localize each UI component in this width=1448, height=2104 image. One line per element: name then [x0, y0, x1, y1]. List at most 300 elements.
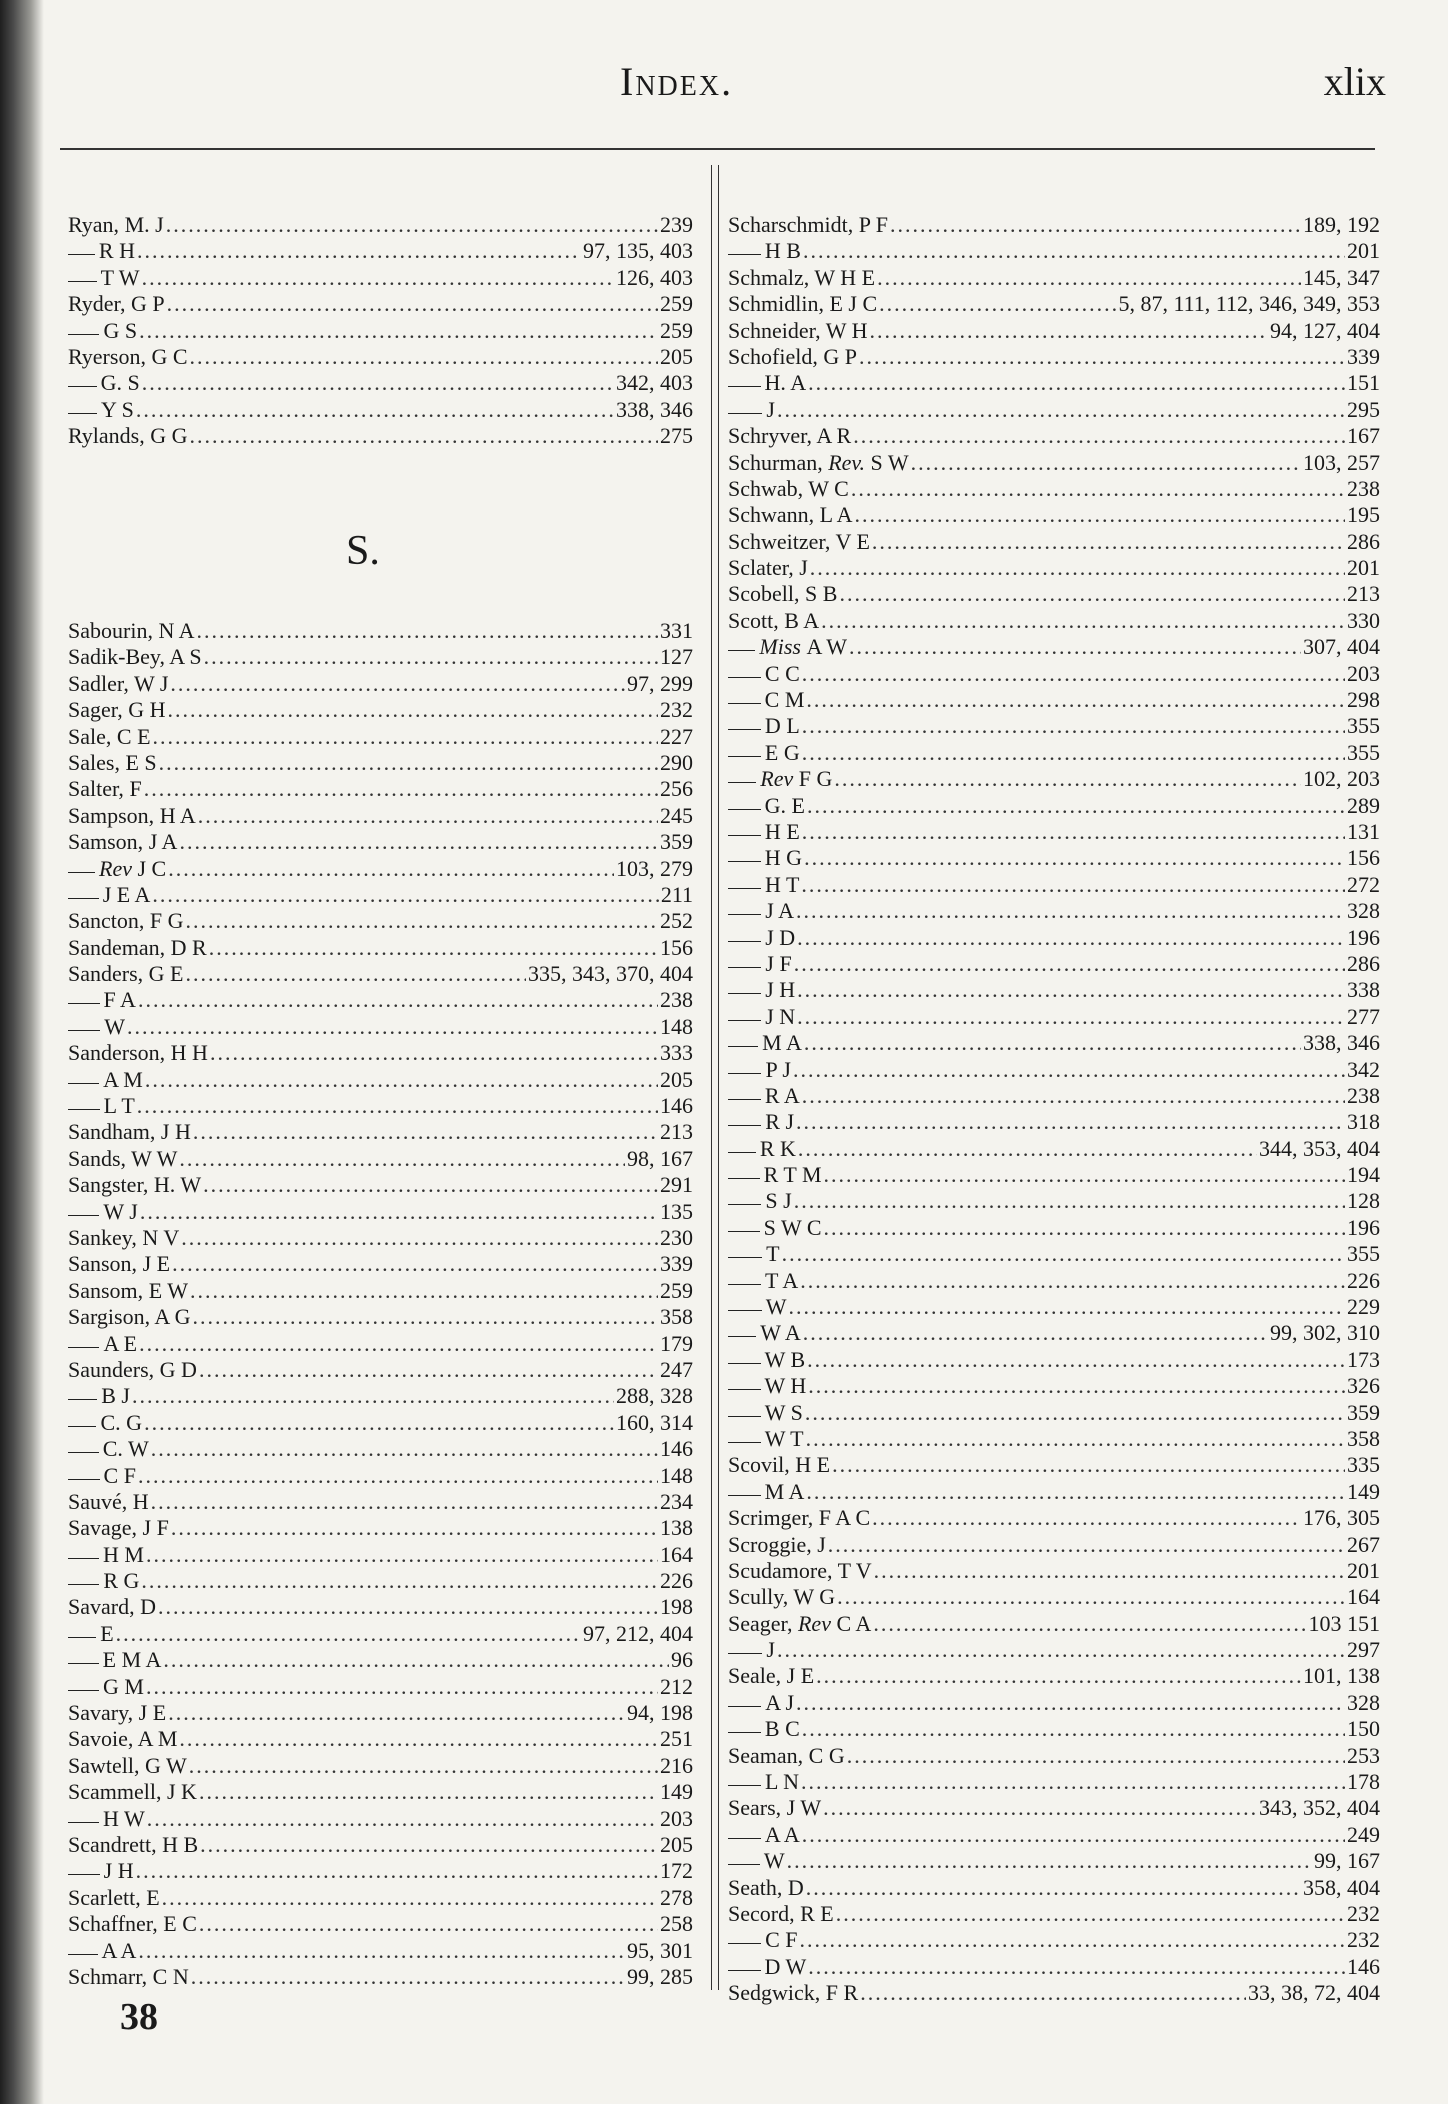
- entry-pages: 344, 353, 404: [1259, 1135, 1380, 1161]
- entry-name: Scandrett, H B: [68, 1831, 199, 1857]
- leader-dots: [859, 344, 1345, 370]
- index-entry: [728, 1875, 1380, 1901]
- index-entry: [68, 291, 693, 317]
- index-entry: [68, 265, 693, 291]
- entry-name: A A: [764, 1821, 800, 1847]
- leader-dots: [168, 856, 614, 882]
- page-number-roman: xlix: [1323, 59, 1386, 104]
- leader-dots: [144, 1410, 614, 1436]
- entry-pages: 173: [1347, 1346, 1380, 1372]
- ditto-dash: [728, 1099, 761, 1100]
- leader-dots: [146, 1542, 658, 1568]
- entry-name: B J: [101, 1383, 130, 1409]
- entry-name: Sanderson, H H: [68, 1040, 208, 1066]
- entry-name: G M: [103, 1673, 144, 1699]
- ditto-dash: [728, 1363, 761, 1364]
- entry-name: Seale, J E: [728, 1663, 815, 1689]
- leader-dots: [860, 1980, 1246, 2006]
- leader-dots: [171, 1515, 658, 1541]
- ditto-dash: [68, 1637, 96, 1638]
- entry-name: Seath, D: [728, 1874, 804, 1900]
- ditto-dash: [728, 993, 761, 994]
- index-entry: [728, 502, 1380, 528]
- leader-dots: [197, 618, 658, 644]
- entry-pages: 95, 301: [627, 1937, 693, 1963]
- entry-pages: 278: [660, 1884, 693, 1910]
- ditto-dash: [728, 1442, 761, 1443]
- entry-name: J F: [765, 950, 792, 976]
- leader-dots: [172, 1251, 658, 1277]
- index-entry: [68, 1225, 693, 1251]
- entry-name: Ryder, G P: [68, 291, 165, 317]
- index-entry: [68, 1568, 693, 1594]
- leader-dots: [802, 713, 1345, 739]
- entry-pages: 253: [1347, 1742, 1380, 1768]
- leader-dots: [153, 724, 658, 750]
- index-entry: [728, 740, 1380, 766]
- entry-name: J: [766, 396, 775, 422]
- entry-name: E G: [764, 739, 800, 765]
- index-entry: [728, 687, 1380, 713]
- entry-pages: 288, 328: [616, 1383, 693, 1409]
- left-column: [68, 212, 693, 450]
- entry-pages: 5, 87, 111, 112, 346, 349, 353: [1118, 291, 1380, 317]
- leader-dots: [802, 1083, 1345, 1109]
- index-entry: [68, 724, 693, 750]
- entry-pages: 205: [660, 343, 693, 369]
- entry-name: Scovil, H E: [728, 1452, 831, 1478]
- entry-pages: 201: [1347, 238, 1380, 264]
- leader-dots: [145, 1067, 658, 1093]
- leader-dots: [190, 423, 658, 449]
- leader-dots: [140, 1199, 658, 1225]
- entry-pages: 148: [660, 1462, 693, 1488]
- entry-name: B C: [764, 1716, 800, 1742]
- entry-name: M A: [764, 1478, 805, 1504]
- index-entry: [728, 1030, 1380, 1056]
- index-entry: [728, 951, 1380, 977]
- leader-dots: [168, 697, 659, 723]
- entry-name: G S: [103, 317, 138, 343]
- entry-pages: 355: [1347, 1241, 1380, 1267]
- entry-name: L T: [103, 1093, 135, 1119]
- entry-name: Scobell, S B: [728, 581, 838, 607]
- index-entry: [68, 1674, 693, 1700]
- entry-pages: 251: [660, 1726, 693, 1752]
- entry-pages: 94, 198: [627, 1700, 693, 1726]
- ditto-dash: [728, 1785, 761, 1786]
- ditto-dash: [728, 1943, 761, 1944]
- footer-page-number: 38: [120, 1996, 158, 2038]
- index-entry: [68, 618, 693, 644]
- ditto-dash: [728, 1970, 761, 1971]
- entry-name: Schmarr, C N: [68, 1963, 189, 1989]
- entry-name: Scammell, J K: [68, 1779, 197, 1805]
- index-entry: [68, 908, 693, 934]
- entry-pages: 256: [660, 776, 693, 802]
- index-entry: [728, 1452, 1380, 1478]
- leader-dots: [151, 1436, 658, 1462]
- entry-pages: 275: [660, 423, 693, 449]
- entry-pages: 172: [660, 1858, 693, 1884]
- ditto-dash: [728, 1020, 761, 1021]
- index-entry: [68, 1911, 693, 1937]
- index-entry: [728, 977, 1380, 1003]
- entry-name: E: [100, 1620, 114, 1646]
- leader-dots: [167, 291, 658, 317]
- entry-name: M A: [762, 1030, 802, 1056]
- entry-name: D L: [764, 713, 800, 739]
- entry-name: H W: [102, 1805, 145, 1831]
- left-s-entries: [68, 618, 693, 1990]
- leader-dots: [127, 1014, 658, 1040]
- entry-pages: 138: [660, 1515, 693, 1541]
- ditto-dash: [728, 888, 761, 889]
- entry-name: Sadler, W J: [68, 670, 169, 696]
- ditto-dash: [68, 1003, 100, 1004]
- leader-dots: [802, 740, 1345, 766]
- entry-pages: 272: [1347, 871, 1380, 897]
- leader-dots: [139, 1331, 658, 1357]
- entry-name: T W: [100, 264, 140, 290]
- entry-pages: 335, 343, 370, 404: [528, 961, 693, 987]
- index-entry: [68, 1489, 693, 1515]
- entry-pages: 128: [1347, 1188, 1380, 1214]
- entry-name: A A: [101, 1937, 137, 1963]
- ditto-dash: [68, 413, 97, 414]
- entry-pages: 229: [1347, 1294, 1380, 1320]
- index-entry: [728, 1241, 1380, 1267]
- entry-pages: 333: [660, 1040, 693, 1066]
- index-entry: [68, 1199, 693, 1225]
- leader-dots: [803, 1320, 1268, 1346]
- ditto-dash: [728, 1389, 761, 1390]
- leader-dots: [806, 687, 1345, 713]
- entry-name: T A: [765, 1267, 799, 1293]
- ditto-dash: [728, 1706, 761, 1707]
- leader-dots: [834, 766, 1301, 792]
- entry-name: Sankey, N V: [68, 1224, 180, 1250]
- ditto-dash: [68, 1479, 100, 1480]
- ditto-dash: [728, 703, 761, 704]
- entry-pages: 259: [660, 317, 693, 343]
- leader-dots: [777, 397, 1345, 423]
- entry-pages: 330: [1347, 607, 1380, 633]
- entry-name: Schwab, W C: [728, 475, 849, 501]
- entry-pages: 33, 38, 72, 404: [1248, 1980, 1380, 2006]
- entry-pages: 286: [1347, 950, 1380, 976]
- entry-pages: 226: [1347, 1267, 1380, 1293]
- index-entry: [728, 1901, 1380, 1927]
- index-entry: [728, 1637, 1380, 1663]
- leader-dots: [144, 776, 658, 802]
- entry-name: Scroggie, J: [728, 1531, 826, 1557]
- leader-dots: [162, 1885, 658, 1911]
- index-entry: [728, 1400, 1380, 1426]
- leader-dots: [181, 1225, 658, 1251]
- leader-dots: [872, 1505, 1301, 1531]
- leader-dots: [824, 1162, 1346, 1188]
- entry-name: Rylands, G G: [68, 423, 188, 449]
- leader-dots: [837, 1584, 1345, 1610]
- entry-name: G. S: [100, 370, 140, 396]
- left-s-column: [68, 618, 693, 1990]
- leader-dots: [805, 1400, 1345, 1426]
- index-entry: [728, 1162, 1380, 1188]
- entry-pages: 156: [1347, 845, 1380, 871]
- ditto-dash: [728, 1284, 761, 1285]
- entry-pages: 103, 279: [616, 855, 693, 881]
- ditto-dash: [728, 1257, 762, 1258]
- leader-dots: [806, 1479, 1345, 1505]
- index-entry: [728, 898, 1380, 924]
- leader-dots: [796, 1109, 1345, 1135]
- index-entry: [728, 1426, 1380, 1452]
- entry-name: Sawtell, G W: [68, 1752, 187, 1778]
- index-entry: [728, 1479, 1380, 1505]
- leader-dots: [787, 1848, 1312, 1874]
- leader-dots: [801, 1769, 1345, 1795]
- ditto-dash: [728, 782, 756, 783]
- leader-dots: [139, 318, 658, 344]
- index-entry: [728, 793, 1380, 819]
- index-entry: [728, 1611, 1380, 1637]
- ditto-dash: [68, 1030, 100, 1031]
- leader-dots: [854, 502, 1345, 528]
- entry-name: R K: [759, 1135, 796, 1161]
- leader-dots: [808, 1373, 1345, 1399]
- index-entry: [728, 1320, 1380, 1346]
- entry-pages: 230: [660, 1224, 693, 1250]
- entry-pages: 277: [1347, 1003, 1380, 1029]
- index-entry: [728, 1057, 1380, 1083]
- entry-name: W: [763, 1848, 785, 1874]
- leader-dots: [796, 898, 1345, 924]
- index-entry: [728, 1109, 1380, 1135]
- index-entry: [68, 644, 693, 670]
- entry-name: Sansom, E W: [68, 1277, 188, 1303]
- index-entry: [728, 766, 1380, 792]
- entry-pages: 252: [660, 908, 693, 934]
- entry-pages: 201: [1347, 1557, 1380, 1583]
- leader-dots: [179, 829, 658, 855]
- entry-name: Salter, F: [68, 776, 142, 802]
- entry-name: S J: [765, 1188, 792, 1214]
- entry-name: C C: [764, 660, 800, 686]
- entry-name: C. W: [102, 1436, 149, 1462]
- index-entry: [728, 925, 1380, 951]
- entry-name: Secord, R E: [728, 1901, 834, 1926]
- ditto-dash: [728, 1204, 761, 1205]
- entry-pages: 103, 257: [1303, 449, 1380, 475]
- leader-dots: [190, 344, 658, 370]
- index-entry: [68, 1700, 693, 1726]
- leader-dots: [191, 1964, 625, 1990]
- right-entries: [728, 212, 1380, 2007]
- ditto-dash: [728, 1864, 760, 1865]
- entry-pages: 146: [1347, 1953, 1380, 1979]
- index-entry: [68, 1938, 693, 1964]
- entry-pages: 150: [1347, 1716, 1380, 1742]
- entry-name: Sale, C E: [68, 723, 151, 749]
- index-entry: [728, 1954, 1380, 1980]
- index-entry: [728, 423, 1380, 449]
- entry-name: Sales, E S: [68, 749, 157, 775]
- index-entry: [68, 1515, 693, 1541]
- ditto-dash: [68, 386, 97, 387]
- entry-pages: 164: [660, 1541, 693, 1567]
- leader-dots: [828, 1532, 1345, 1558]
- entry-name: J D: [765, 924, 796, 950]
- entry-pages: 127: [660, 644, 693, 670]
- entry-name: H. A: [764, 370, 807, 396]
- leader-dots: [142, 265, 614, 291]
- entry-pages: 102, 203: [1303, 766, 1380, 792]
- entry-name: Sangster, H. W: [68, 1172, 202, 1198]
- leader-dots: [824, 1215, 1345, 1241]
- index-entry: [728, 555, 1380, 581]
- entry-pages: 289: [1347, 792, 1380, 818]
- index-entry: [68, 1040, 693, 1066]
- leader-dots: [874, 1558, 1345, 1584]
- entry-name: Savary, J E: [68, 1700, 167, 1726]
- index-entry: [728, 238, 1380, 264]
- index-entry: [68, 1806, 693, 1832]
- index-entry: [728, 608, 1380, 634]
- index-entry: [728, 661, 1380, 687]
- entry-name: W J: [103, 1198, 138, 1224]
- entry-name: S W C: [763, 1214, 822, 1240]
- entry-name: R T M: [763, 1162, 822, 1188]
- entry-pages: 267: [1347, 1531, 1380, 1557]
- leader-dots: [210, 1040, 658, 1066]
- entry-pages: 290: [660, 749, 693, 775]
- entry-pages: 226: [660, 1568, 693, 1594]
- entry-pages: 101, 138: [1303, 1663, 1380, 1689]
- index-entry: [728, 1795, 1380, 1821]
- entry-name: J E A: [102, 881, 151, 907]
- ditto-dash: [68, 1822, 99, 1823]
- entry-name: G. E: [764, 792, 805, 818]
- entry-pages: 148: [660, 1013, 693, 1039]
- entry-name: W S: [764, 1399, 803, 1425]
- leader-dots: [186, 961, 527, 987]
- entry-pages: 198: [660, 1594, 693, 1620]
- entry-pages: 205: [660, 1831, 693, 1857]
- index-entry: [68, 856, 693, 882]
- entry-pages: 338, 346: [1303, 1030, 1380, 1056]
- ditto-dash: [728, 1125, 761, 1126]
- leader-dots: [782, 1241, 1345, 1267]
- entry-pages: 97, 212, 404: [583, 1620, 693, 1646]
- entry-name: Miss A W: [759, 634, 847, 660]
- index-entry: [68, 1832, 693, 1858]
- leader-dots: [802, 819, 1345, 845]
- index-entry: [728, 1584, 1380, 1610]
- entry-name: T: [766, 1241, 780, 1267]
- leader-dots: [872, 529, 1345, 555]
- ditto-dash: [68, 1109, 100, 1110]
- entry-pages: 234: [660, 1488, 693, 1514]
- leader-dots: [794, 1188, 1345, 1214]
- index-entry: [68, 318, 693, 344]
- ditto-dash: [68, 1874, 100, 1875]
- entry-pages: 238: [660, 987, 693, 1013]
- entry-pages: 145, 347: [1303, 264, 1380, 290]
- entry-name: Sands, W W: [68, 1145, 178, 1171]
- entry-pages: 135: [660, 1198, 693, 1224]
- entry-name: Sandham, J H: [68, 1119, 191, 1145]
- entry-pages: 358: [1347, 1425, 1380, 1451]
- leader-dots: [209, 935, 658, 961]
- leader-dots: [832, 1452, 1345, 1478]
- index-entry: [68, 1779, 693, 1805]
- index-entry: [728, 581, 1380, 607]
- entry-pages: 232: [1347, 1901, 1380, 1926]
- entry-pages: 211: [660, 881, 693, 907]
- ditto-dash: [728, 1178, 760, 1179]
- leader-dots: [797, 977, 1345, 1003]
- index-entry: [68, 1885, 693, 1911]
- index-entry: [728, 1927, 1380, 1953]
- ditto-dash: [728, 1046, 758, 1047]
- index-entry: [68, 961, 693, 987]
- entry-name: J H: [765, 977, 796, 1003]
- entry-pages: 328: [1347, 898, 1380, 924]
- entry-name: R G: [103, 1568, 140, 1594]
- entry-name: Rev J C: [99, 855, 167, 881]
- ditto-dash: [728, 413, 762, 414]
- ditto-dash: [68, 1399, 97, 1400]
- entry-pages: 358, 404: [1303, 1874, 1380, 1900]
- leader-dots: [810, 555, 1345, 581]
- ditto-dash: [68, 1452, 99, 1453]
- entry-pages: 232: [660, 697, 693, 723]
- entry-name: J: [766, 1637, 775, 1663]
- entry-pages: 98, 167: [627, 1145, 693, 1171]
- ditto-dash: [68, 898, 99, 899]
- leader-dots: [146, 1674, 658, 1700]
- index-entry: [68, 829, 693, 855]
- entry-name: Sauvé, H: [68, 1488, 149, 1514]
- entry-pages: 196: [1347, 1214, 1380, 1240]
- entry-pages: 156: [660, 934, 693, 960]
- entry-pages: 167: [1347, 423, 1380, 449]
- entry-pages: 307, 404: [1303, 634, 1380, 660]
- leader-dots: [136, 397, 614, 423]
- index-entry: [68, 1410, 693, 1436]
- leader-dots: [138, 987, 658, 1013]
- entry-name: H M: [103, 1541, 144, 1567]
- ditto-dash: [68, 1215, 99, 1216]
- ditto-dash: [68, 334, 99, 335]
- leader-dots: [890, 212, 1301, 238]
- entry-pages: 338: [1347, 977, 1380, 1003]
- entry-name: C M: [764, 687, 805, 713]
- entry-pages: 335: [1347, 1452, 1380, 1478]
- leader-dots: [200, 1832, 658, 1858]
- index-entry: [728, 529, 1380, 555]
- entry-name: Scully, W G: [728, 1584, 836, 1610]
- index-entry: [68, 1119, 693, 1145]
- index-entry: [728, 872, 1380, 898]
- entry-pages: 339: [1347, 343, 1380, 369]
- entry-name: Scharschmidt, P F: [728, 212, 888, 237]
- entry-pages: 178: [1347, 1769, 1380, 1795]
- index-entry: [728, 370, 1380, 396]
- ditto-dash: [728, 386, 761, 387]
- entry-name: Sandeman, D R: [68, 934, 207, 960]
